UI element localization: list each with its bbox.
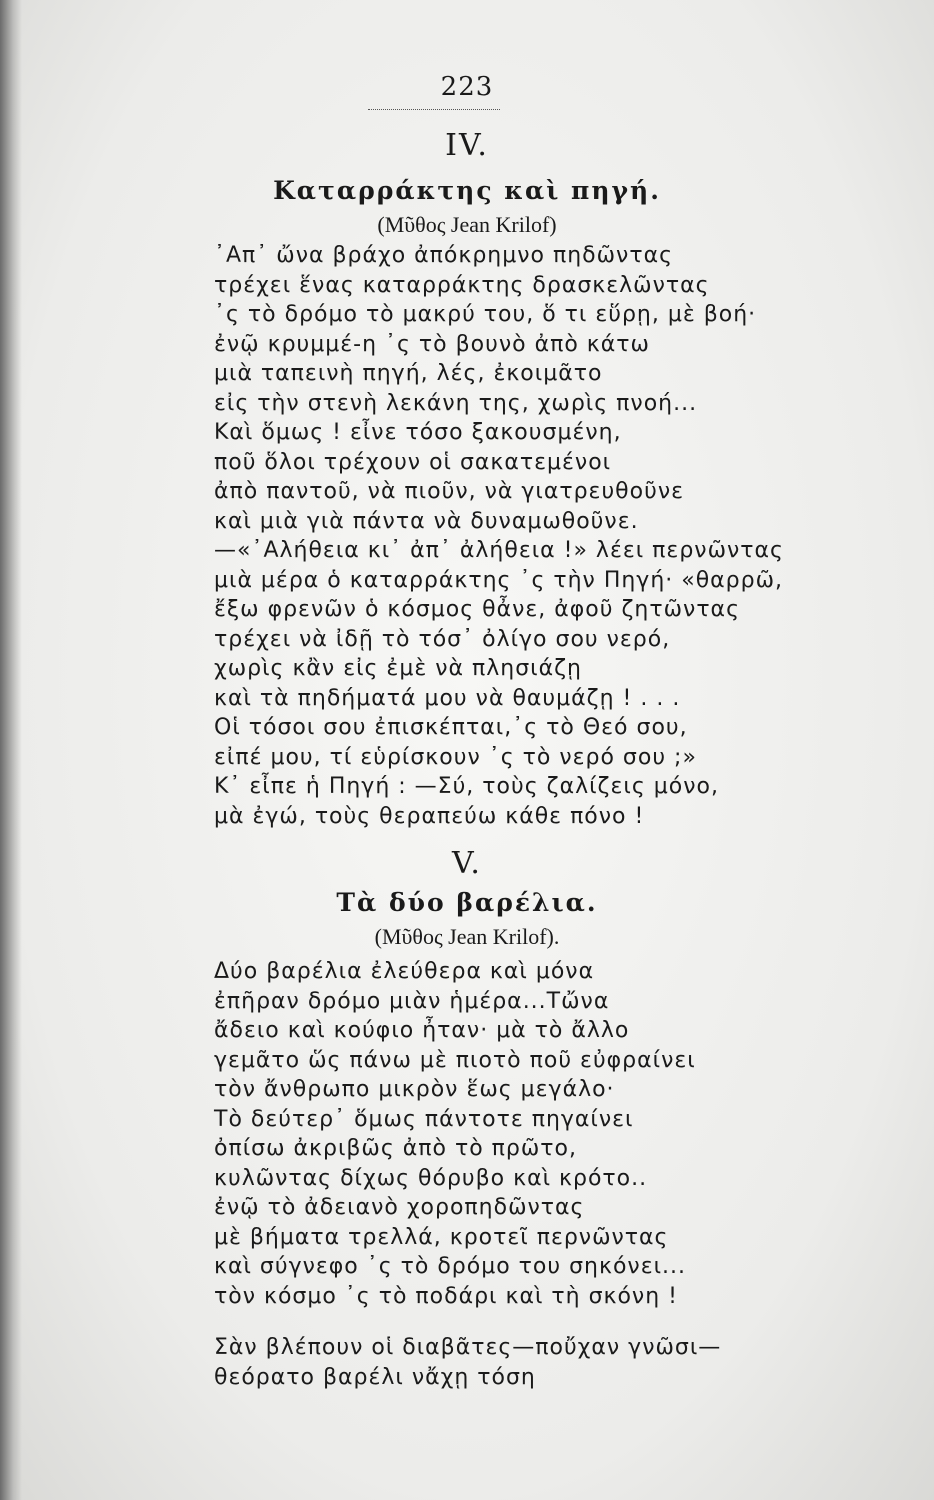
verse-line: εἰπέ μου, τί εὑρίσκουν ᾿ς τὸ νερό σου ;»	[214, 744, 697, 770]
verse-line: ποῦ ὅλοι τρέχουν οἱ σακατεμένοι	[214, 449, 612, 475]
verse-line: θεόρατο βαρέλι νἄχῃ τόση	[214, 1364, 536, 1390]
verse-line: ᾿Απ᾿ ὤνα βράχο ἀπόκρημνο πηδῶντας	[214, 243, 674, 268]
verse-line: ἐνῷ τὸ ἀδειανὸ χοροπηδῶντας	[214, 1195, 585, 1220]
page-number-rule	[368, 109, 500, 110]
verse-line: ὀπίσω ἀκριβῶς ἀπὸ τὸ πρῶτο,	[214, 1136, 577, 1161]
verse-line: Δύο βαρέλια ἐλεύθερα καὶ μόνα	[214, 959, 595, 984]
verse-line: ἔξω φρενῶν ὁ κόσμος θἆνε, ἀφοῦ ζητῶντας	[214, 597, 740, 622]
verse-line: ᾿ς τὸ δρόμο τὸ μακρύ του, ὅ τι εὕρῃ, μὲ βοή·	[214, 302, 757, 327]
verse-line: Κ᾿ εἶπε ἡ Πηγή : —Σύ, τοὺς ζαλίζεις μόνο,	[214, 774, 719, 799]
section-v-verse	[214, 957, 814, 1311]
verse-line: μιὰ ταπεινὴ πηγή, λές, ἐκοιμᾶτο	[214, 361, 603, 386]
section-iv-title: Καταρράκτης καὶ πηγή.	[273, 176, 661, 205]
verse-line: ἀπὸ παντοῦ, νὰ πιοῦν, νὰ γιατρευθοῦνε	[214, 479, 685, 504]
verse-line: χωρὶς κἂν εἰς ἐμὲ νὰ πλησιάζῃ	[214, 656, 583, 681]
verse-line: καὶ σύγνεφο ᾿ς τὸ δρόμο του σηκόνει...	[214, 1254, 687, 1279]
section-iv-numeral: IV.	[445, 128, 489, 163]
verse-line: κυλῶντας δίχως θόρυβο καὶ κρότο..	[214, 1165, 648, 1191]
verse-line: Καὶ ὅμως ! εἶνε τόσο ξακουσμένη,	[214, 420, 622, 445]
section-v-title: Τὰ δύο βαρέλια.	[336, 888, 598, 917]
verse-line: μιὰ μέρα ὁ καταρράκτης ᾿ς τὴν Πηγή· «θαρρῶ,	[214, 567, 784, 593]
verse-line: —«᾿Αλήθεια κι᾿ ἀπ᾿ ἀλήθεια !» λέει περνῶντας	[214, 538, 784, 563]
verse-line: τρέχει νὰ ἰδῇ τὸ τόσ᾿ ὀλίγο σου νερό,	[214, 626, 671, 652]
verse-line: καὶ μιὰ γιὰ πάντα νὰ δυναμωθοῦνε.	[214, 508, 639, 534]
section-v-numeral: V.	[452, 846, 482, 881]
page-number: 223	[440, 72, 494, 102]
verse-line: μὰ ἐγώ, τοὺς θεραπεύω κάθε πόνο !	[214, 803, 645, 829]
verse-line: ἐνῷ κρυμμέ-η ᾿ς τὸ βουνὸ ἀπὸ κάτω	[214, 331, 650, 357]
verse-line: τὸν ἄνθρωπο μικρὸν ἕως μεγάλο·	[214, 1077, 615, 1102]
verse-line: τρέχει ἕνας καταρράκτης δρασκελῶντας	[214, 272, 710, 298]
verse-line: γεμᾶτο ὥς πάνω μὲ πιοτὸ ποῦ εὐφραίνει	[214, 1047, 696, 1073]
verse-line: ἐπῆραν δρόμο μιὰν ἡμέρα...Τὤνα	[214, 988, 610, 1014]
verse-line: καὶ τὰ πηδήματά μου νὰ θαυμάζῃ ! . . .	[214, 685, 681, 711]
section-v-closing-verse	[214, 1333, 814, 1392]
verse-line: τὸν κόσμο ᾿ς τὸ ποδάρι καὶ τὴ σκόνη !	[214, 1283, 678, 1309]
section-iv-source: (Μῦθος Jean Krilof)	[377, 212, 557, 237]
verse-line: μὲ βήματα τρελλά, κροτεῖ περνῶντας	[214, 1224, 669, 1250]
verse-line: Σὰν βλέπουν οἱ διαβᾶτες—ποὔχαν γνῶσι—	[214, 1335, 722, 1360]
verse-line: Οἱ τόσοι σου ἐπισκέπται,᾿ς τὸ Θεό σου,	[214, 715, 688, 740]
section-iv-verse	[214, 241, 814, 831]
section-v-source: (Μῦθος Jean Krilof).	[374, 924, 560, 949]
verse-line: ἄδειο καὶ κούφιο ἦταν· μὰ τὸ ἄλλο	[214, 1018, 630, 1043]
verse-line: εἰς τὴν στενὴ λεκάνη της, χωρὶς πνοή...	[214, 390, 698, 416]
verse-line: Τὸ δεύτερ᾿ ὅμως πάντοτε πηγαίνει	[214, 1106, 634, 1132]
